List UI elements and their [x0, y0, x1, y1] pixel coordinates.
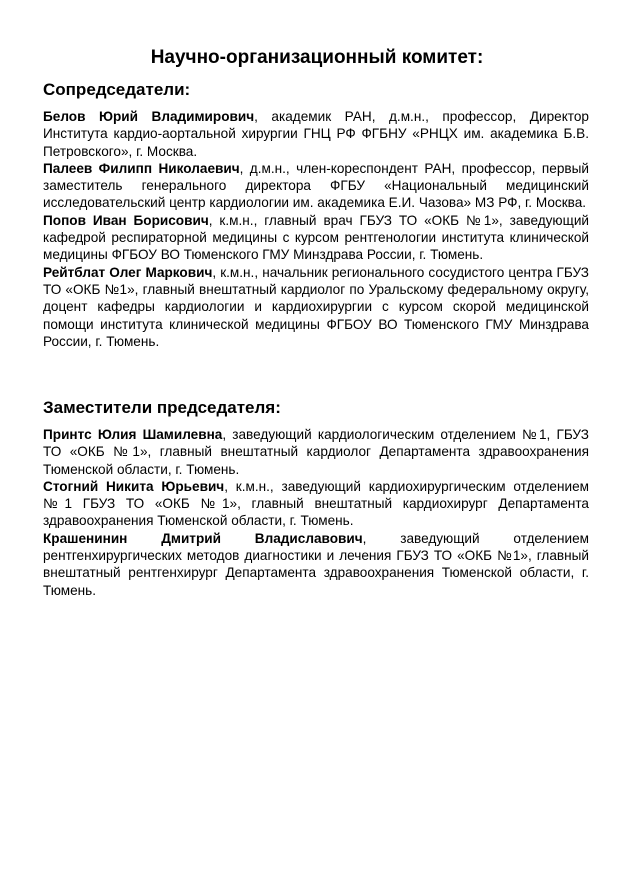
committee-member-entry — [43, 212, 589, 264]
member-details: , заведующий кардиологическим отделением №1, ГБУЗ ТО «ОКБ №1», главный внештатный кардиолог Департамента здравоохранения Тюменской области, г. Тюмень. — [43, 427, 589, 477]
member-name: Принтс Юлия Шамилевна — [43, 427, 223, 442]
member-name: Крашенинин Дмитрий Владиславович — [43, 530, 363, 546]
member-details: , академик РАН, д.м.н., профессор, Директор Института кардио-аортальной хирургии ГНЦ РФ ФГБНУ «РНЦХ им. академика Б.В. Петровского», г. Москва. — [43, 109, 589, 159]
committee-member-entry — [43, 108, 589, 160]
member-details: , к.м.н., начальник регионального сосудистого центра ГБУЗ ТО «ОКБ №1», главный внештатный кардиолог по Уральскому федеральному округу, доцент кафедры кардиологии и кардиохирургии с курсом скорой медицинской помощи института клинической медицины ФГБОУ ВО Тюменского ГМУ Минздрава России, г. Тюмень. — [43, 264, 589, 349]
page-title: Научно-организационный комитет: — [150, 47, 484, 68]
member-details: , заведующий отделением рентгенхирургических методов диагностики и лечения ГБУЗ ТО «ОКБ №1», главный внештатный рентгенхирург Департамента здравоохранения Тюменской области, г. Тюмень. — [43, 530, 590, 598]
committee-member-entry — [43, 426, 589, 478]
member-name: Белов Юрий Владимирович — [43, 109, 255, 124]
member-details: , д.м.н., член-кореспондент РАН, профессор, первый заместитель генерального директора ФГБУ «Национальный медицинский исследовательский центр кардиологии им. академика Е.И. Чазова» МЗ РФ, г. Москва. — [43, 160, 589, 211]
committee-member-entry — [43, 478, 589, 530]
member-details: , к.м.н., главный врач ГБУЗ ТО «ОКБ №1», заведующий кафедрой респираторной медицины с курсом рентгенологии института клинической медицины ФГБОУ ВО Тюменского ГМУ Минздрава России, г. Тюмень. — [43, 212, 589, 263]
committee-member-entry — [43, 264, 589, 350]
co-chairs-list — [43, 108, 589, 350]
member-name: Палеев Филипп Николаевич — [43, 160, 240, 176]
committee-member-entry — [43, 160, 589, 212]
section-heading-co-chairs: Сопредседатели: — [43, 80, 191, 99]
deputy-chairs-list — [43, 426, 589, 599]
member-name: Попов Иван Борисович — [43, 212, 209, 228]
section-heading-deputy-chairs: Заместители председателя: — [43, 398, 281, 417]
member-name: Стогний Никита Юрьевич — [43, 478, 225, 494]
member-name: Рейтблат Олег Маркович — [43, 264, 213, 280]
member-details: , к.м.н., заведующий кардиохирургическим отделением №1 ГБУЗ ТО «ОКБ №1», главный внештатный кардиохирург Департамента здравоохранения Тюменской области, г. Тюмень. — [43, 478, 589, 529]
committee-member-entry — [43, 530, 589, 599]
